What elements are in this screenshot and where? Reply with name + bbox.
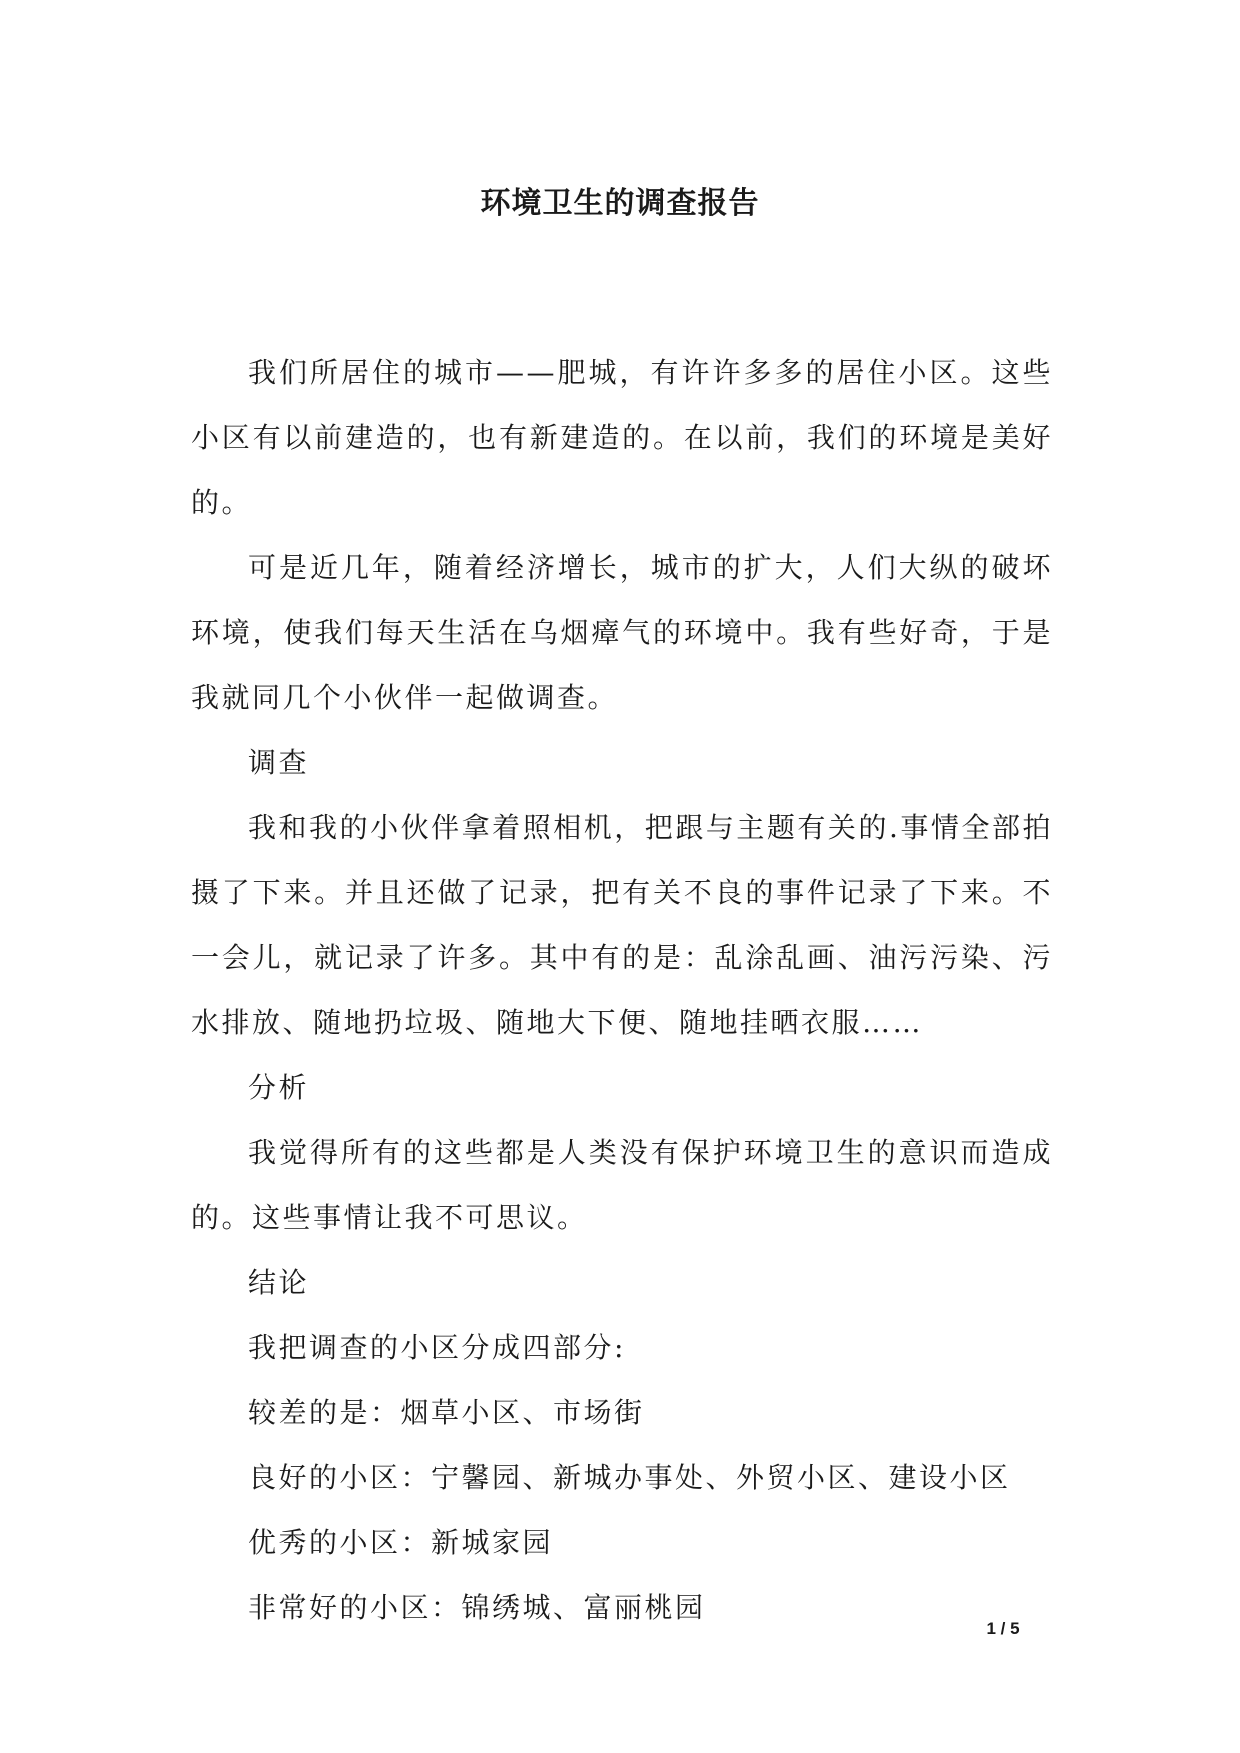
section-heading-conclusion: 结论: [248, 1266, 310, 1299]
paragraph-intro: 我们所居住的城市——肥城，有许许多多的居住小区。这些小区有以前建造的，也有新建造的。在以前，我们的环境是美好的。: [191, 356, 1053, 519]
paragraph-survey: 我和我的小伙伴拿着照相机，把跟与主题有关的.事情全部拍摄了下来。并且还做了记录，把有关不良的事件记录了下来。不一会儿，就记录了许多。其中有的是：乱涂乱画、油污污染、污水排放、随地扔垃圾、随地大下便、随地挂晒衣服……: [191, 811, 1053, 1039]
document-body: [191, 340, 1053, 1640]
list-item-excellent: 优秀的小区：新城家园: [248, 1526, 554, 1559]
document-title: 环境卫生的调查报告: [480, 186, 760, 221]
list-item-very-good: 非常好的小区：锦绣城、富丽桃园: [248, 1591, 706, 1624]
section-heading-survey: 调查: [248, 746, 310, 779]
paragraph-conclusion-intro: 我把调查的小区分成四部分:: [248, 1331, 626, 1364]
list-item-poor: 较差的是：烟草小区、市场街: [248, 1396, 645, 1429]
page-number: 1 / 5: [986, 1619, 1020, 1638]
paragraph-background: 可是近几年，随着经济增长，城市的扩大，人们大纵的破坏环境，使我们每天生活在乌烟瘴气的环境中。我有些好奇，于是我就同几个小伙伴一起做调查。: [191, 551, 1053, 714]
paragraph-analysis: 我觉得所有的这些都是人类没有保护环境卫生的意识而造成的。这些事情让我不可思议。: [191, 1136, 1053, 1234]
list-item-good: 良好的小区：宁馨园、新城办事处、外贸小区、建设小区: [248, 1461, 1011, 1494]
section-heading-analysis: 分析: [248, 1071, 310, 1104]
